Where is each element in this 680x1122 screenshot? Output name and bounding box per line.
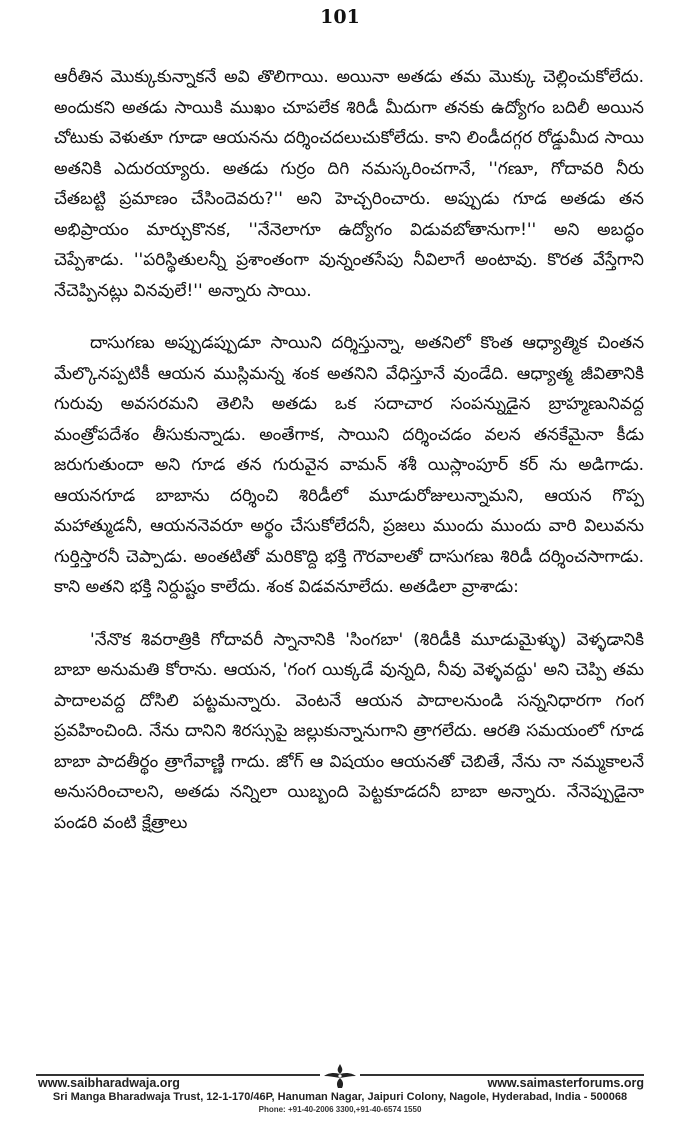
paragraph-1: ఆరీతిన మొక్కుకున్నాకనే అవి తొలిగాయి. అయినా అతడు తమ మొక్కు చెల్లించుకోలేదు. అందుకని అతడు సాయికి ముఖం చూపలేక శిరిడీ మీదుగా తనకు ఉద్యోగం బదిలీ అయిన చోటుకు వెళుతూ గూడా ఆయనను దర్శించదలుచుకోలేదు. కాని లిండీదగ్గర రోడ్డుమీద సాయి అతనికి ఎదురయ్యారు. అతడు గుర్రం దిగి నమస్కరించగానే, ''గణూ, గోదావరి నీరు చేతబట్టి ప్రమాణం చేసిందెవరు?'' అని హెచ్చరించారు. అప్పుడు గూడ అతడు తన అభిప్రాయం మార్చుకొనక, ''నేనెలాగూ ఉద్యోగం విడువబోతానుగా!'' అని అబద్ధం చెప్పేశాడు. ''పరిస్థితులన్నీ ప్రశాంతంగా వున్నంతసేపు నీవిలాగే అంటావు. కొరత వేస్తేగాని నేచెప్పినట్లు వినవులే!'' అన్నారు సాయి. bbox=[54, 67, 644, 301]
page-footer bbox=[36, 1062, 644, 1118]
footer-address: Sri Manga Bharadwaja Trust, 12-1-170/46P, Hanuman Nagar, Jaipuri Colony, Nagole, Hyderabad, India - 500068 bbox=[52, 1091, 628, 1103]
footer-phone: Phone: +91-40-2006 3300,+91-40-6574 1550 bbox=[258, 1105, 422, 1114]
footer-forum-link[interactable]: www.saimasterforums.org bbox=[487, 1076, 644, 1090]
trust-emblem-icon bbox=[320, 1062, 360, 1090]
footer-website-link[interactable]: www.saibharadwaja.org bbox=[38, 1076, 180, 1090]
page-number: 101 bbox=[320, 6, 360, 28]
paragraph-3: 'నేనొక శివరాత్రికి గోదావరీ స్నానానికి 'సింగబా' (శిరిడీకి మూడుమైళ్ళు) వెళ్ళడానికి బాబా అనుమతి కోరాను. ఆయన, 'గంగ యిక్కడే వున్నది, నీవు వెళ్ళవద్దు' అని చెప్పి తమ పాదాలవద్ద దోసిలి పట్టమన్నారు. వెంటనే ఆయన పాదాలనుండి సన్ననిధారగా గంగ ప్రవహించింది. నేను దానిని శిరస్సుపై జల్లుకున్నానుగాని త్రాగలేదు. ఆరతి సమయంలో గూడ బాబా పాదతీర్థం త్రాగేవాణ్ణి గాదు. జోగ్ ఆ విషయం ఆయనతో చెబితే, నేను నా నమ్మకాలనే అనుసరించాలని, అతడు నన్నిలా యిబ్బంది పెట్టకూడదనీ బాబా అన్నారు. నేనెప్పుడైనా పండరి వంటి క్షేత్రాలు bbox=[54, 629, 644, 833]
paragraph-2: దాసుగణు అప్పుడప్పుడూ సాయిని దర్శిస్తున్నా, అతనిలో కొంత ఆధ్యాత్మిక చింతన మేల్కొనప్పటికీ ఆయన ముస్లిమన్న శంక అతనిని వేధిస్తూనే వుండేది. ఆధ్యాత్మ జీవితానికి గురువు అవసరమని తెలిసి అతడు ఒక సదాచార సంపన్నుడైన బ్రాహ్మణునివద్ద మంత్రోపదేశం తీసుకున్నాడు. అంతేగాక, సాయిని దర్శించడం వలన తనకేమైనా కీడు జరుగుతుందా అని గూడ తన గురువైన వామన్ శశీ యిస్లాంపూర్ కర్ ను అడిగాడు. ఆయనగూడ బాబాను దర్శించి శిరిడీలో మూడురోజులున్నామని, ఆయన గొప్ప మహాత్ముడనీ, ఆయననెవరూ అర్థం చేసుకోలేదనీ, ప్రజలు ముందు ముందు వారి విలువను గుర్తిస్తారనీ చెప్పాడు. అంతటితో మరికొద్ది భక్తి గౌరవాలతో దాసుగణు శిరిడీ దర్శించసాగాడు. కాని అతని భక్తి నిర్దుష్టం కాలేదు. శంక విడవనూలేదు. అతడిలా వ్రాశాడు: bbox=[54, 333, 644, 597]
page-body bbox=[54, 62, 644, 838]
